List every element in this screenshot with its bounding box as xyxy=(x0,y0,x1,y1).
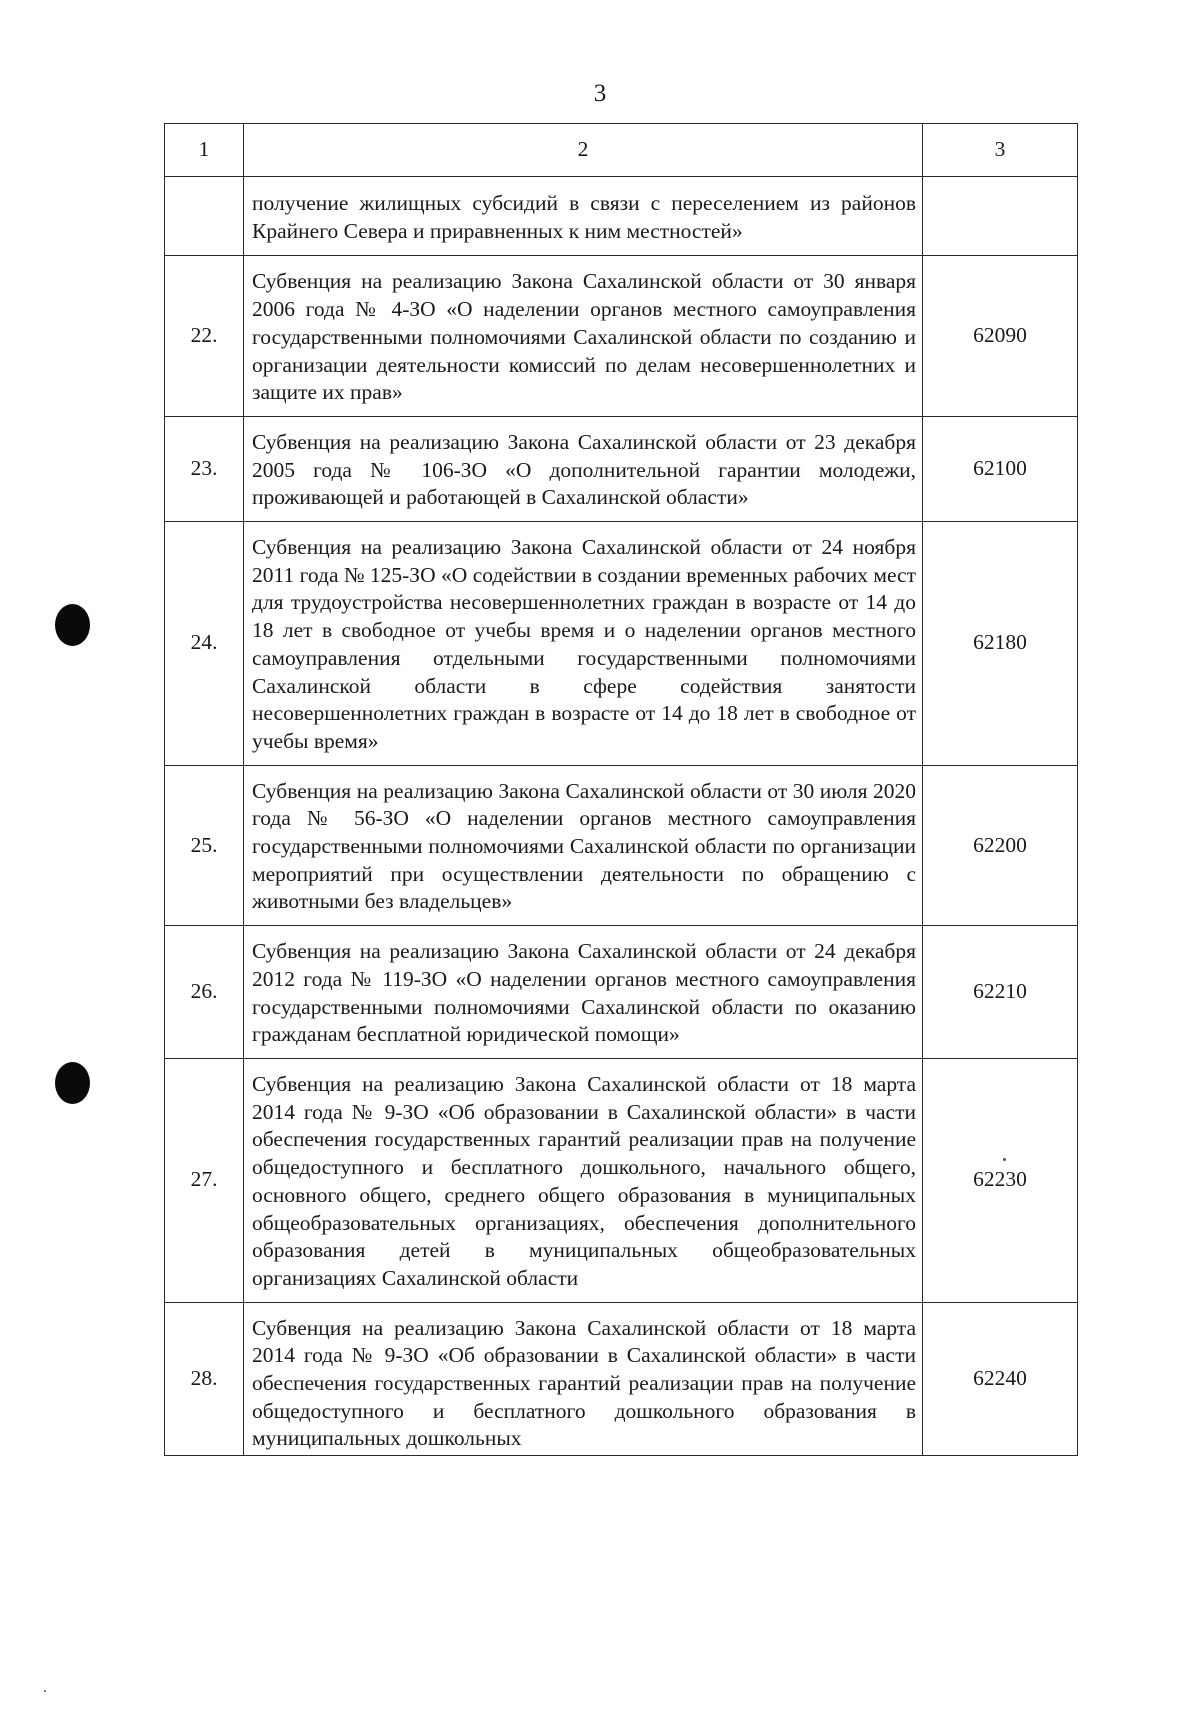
row-text-cell: Субвенция на реализацию Закона Сахалинской области от 24 декабря 2012 года № 119-ЗО «О наделении органов местного самоуправления государственными полномочиями Сахалинской области по оказанию гражданам бесплатной юридической помощи» xyxy=(244,926,923,1059)
column-header: 3 xyxy=(923,124,1078,177)
punch-hole-mark xyxy=(55,1062,90,1104)
row-text-cell: Субвенция на реализацию Закона Сахалинской области от 30 июля 2020 года № 56-ЗО «О наделении органов местного самоуправления государственными полномочиями Сахалинской области по организации мероприятий при осуществлении деятельности по обращению с животными без владельцев» xyxy=(244,765,923,926)
page-number: 3 xyxy=(593,80,607,107)
row-number-cell: 22. xyxy=(165,256,244,417)
column-header: 2 xyxy=(244,124,923,177)
row-number-cell: 24. xyxy=(165,522,244,766)
column-header: 1 xyxy=(165,124,244,177)
row-code-cell: 62230 xyxy=(923,1058,1078,1302)
table-row xyxy=(165,416,1078,521)
row-number-cell: 28. xyxy=(165,1302,244,1456)
row-text-cell: Субвенция на реализацию Закона Сахалинской области от 23 декабря 2005 года № 106-ЗО «О дополнительной гарантии молодежи, проживающей и работающей в Сахалинской области» xyxy=(244,416,923,521)
table-row xyxy=(165,1058,1078,1302)
table-row xyxy=(165,522,1078,766)
table-row xyxy=(165,1302,1078,1456)
row-number-cell xyxy=(165,177,244,256)
row-code-cell: 62090 xyxy=(923,256,1078,417)
row-number-cell: 25. xyxy=(165,765,244,926)
row-code-cell: 62240 xyxy=(923,1302,1078,1456)
row-text-cell: Субвенция на реализацию Закона Сахалинской области от 24 ноября 2011 года № 125-ЗО «О содействии в создании временных рабочих мест для трудоустройства несовершеннолетних граждан в возрасте от 14 до 18 лет в свободное от учебы время и о наделении органов местного самоуправления отдельными государственными полномочиями Сахалинской области в сфере содействия занятости несовершеннолетних граждан в возрасте от 14 до 18 лет в свободное от учебы время» xyxy=(244,522,923,766)
table-row xyxy=(165,177,1078,256)
row-code-cell: 62200 xyxy=(923,765,1078,926)
table-row xyxy=(165,926,1078,1059)
row-number-cell: 23. xyxy=(165,416,244,521)
table-header-row xyxy=(165,124,1078,177)
table-row xyxy=(165,256,1078,417)
row-code-cell xyxy=(923,177,1078,256)
row-number-cell: 27. xyxy=(165,1058,244,1302)
punch-hole-mark xyxy=(55,604,90,646)
row-text-cell: Субвенция на реализацию Закона Сахалинской области от 18 марта 2014 года № 9-ЗО «Об образовании в Сахалинской области» в части обеспечения государственных гарантий реализации прав на получение общедоступного и бесплатного дошкольного, начального общего, основного общего, среднего общего образования в муниципальных общеобразовательных организациях, обеспечения дополнительного образования детей в муниципальных общеобразовательных организациях Сахалинской области xyxy=(244,1058,923,1302)
subvention-table xyxy=(164,123,1078,1456)
row-code-cell: 62100 xyxy=(923,416,1078,521)
row-code-cell: 62180 xyxy=(923,522,1078,766)
row-number-cell: 26. xyxy=(165,926,244,1059)
scan-speck xyxy=(44,1690,46,1692)
row-code-cell: 62210 xyxy=(923,926,1078,1059)
row-text-cell: получение жилищных субсидий в связи с переселением из районов Крайнего Севера и приравненных к ним местностей» xyxy=(244,177,923,256)
row-text-cell: Субвенция на реализацию Закона Сахалинской области от 30 января 2006 года № 4-ЗО «О наделении органов местного самоуправления государственными полномочиями Сахалинской области по созданию и организации деятельности комиссий по делам несовершеннолетних и защите их прав» xyxy=(244,256,923,417)
row-text-cell: Субвенция на реализацию Закона Сахалинской области от 18 марта 2014 года № 9-ЗО «Об образовании в Сахалинской области» в части обеспечения государственных гарантий реализации прав на получение общедоступного и бесплатного дошкольного образования в муниципальных дошкольных xyxy=(244,1302,923,1456)
table-row xyxy=(165,765,1078,926)
